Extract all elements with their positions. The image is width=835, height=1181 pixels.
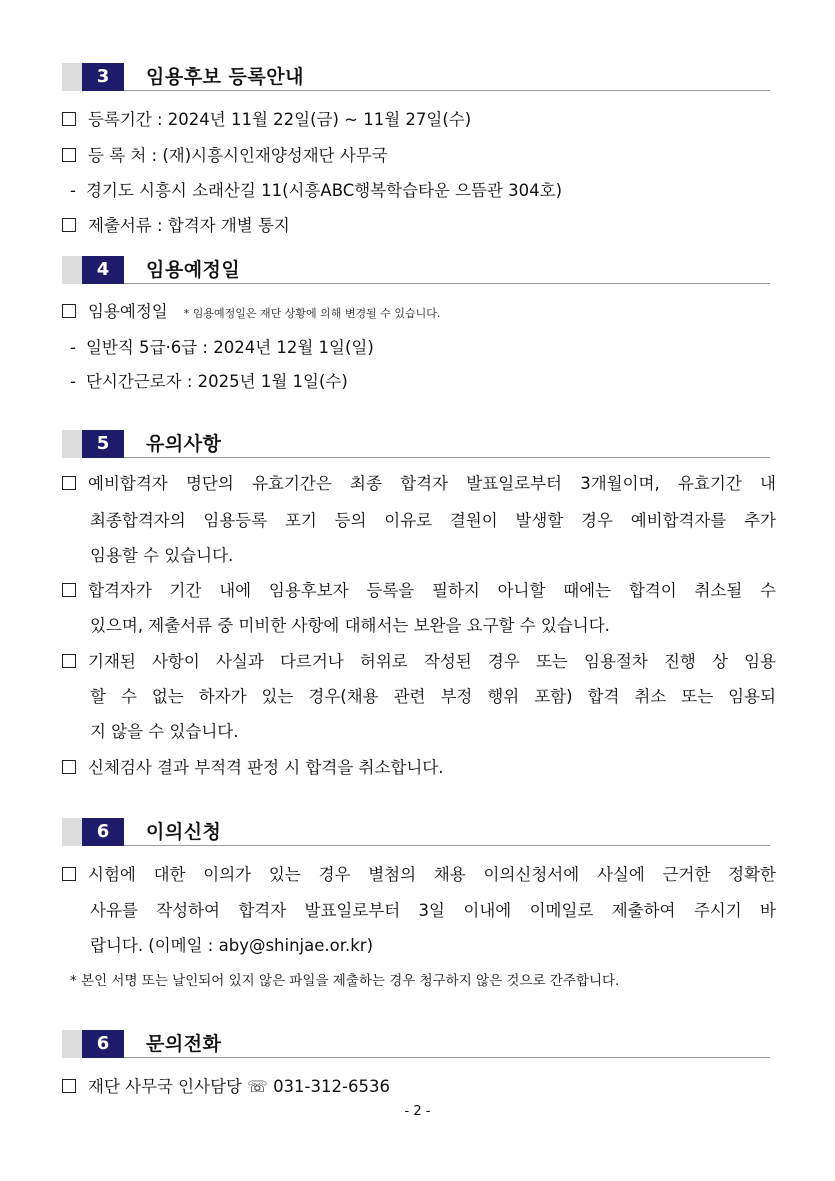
checkbox-bullet-icon — [62, 583, 76, 597]
note-paragraph-1-line-1: 예비합격자 명단의 유효기간은 최종 합격자 발표일로부터 3개월이며, 유효기간 내 — [62, 472, 776, 496]
section-number: 6 — [82, 818, 124, 846]
section-title: 이의신청 — [146, 821, 222, 843]
section-header-registration — [62, 63, 770, 91]
section-sidebar — [62, 63, 82, 91]
registration-address: - 경기도 시흥시 소래산길 11(시흥ABC행복학습타운 으뜸관 304호) — [62, 179, 776, 203]
section-header-appointment-date — [62, 256, 770, 284]
objection-paragraph-line-2: 사유를 작성하여 합격자 발표일로부터 3일 이내에 이메일로 제출하여 주시기 바 — [90, 901, 776, 920]
section-sidebar — [62, 1030, 82, 1058]
appointment-date-note: * 임용예정일은 재단 상황에 의해 변경될 수 있습니다. — [183, 307, 441, 320]
checkbox-bullet-icon — [62, 760, 76, 774]
part-time-worker-date: - 단시간근로자 : 2025년 1월 1일(수) — [62, 370, 776, 394]
note-paragraph-3-line-1: 기재된 사항이 사실과 다르거나 허위로 작성된 경우 또는 임용절차 진행 상 임용 — [62, 650, 776, 674]
objection-footnote: * 본인 서명 또는 날인되어 있지 않은 파일을 제출하는 경우 청구하지 않은 것으로 간주합니다. — [70, 973, 620, 989]
registration-place: 등 록 처 : (재)시흥시인재양성재단 사무국 — [62, 144, 776, 168]
section-number: 4 — [82, 256, 124, 284]
objection-paragraph-line-1: 시험에 대한 이의가 있는 경우 별첨의 채용 이의신청서에 사실에 근거한 정확한 — [62, 863, 776, 887]
section-sidebar — [62, 818, 82, 846]
section-header-notes — [62, 430, 770, 458]
section-rule — [124, 845, 770, 846]
checkbox-bullet-icon — [62, 1079, 76, 1093]
section-title: 유의사항 — [146, 433, 222, 455]
note-paragraph-1-line-3: 임용할 수 있습니다. — [90, 546, 234, 565]
registration-period: 등록기간 : 2024년 11월 22일(금) ~ 11월 27일(수) — [62, 108, 776, 132]
section-rule — [124, 283, 770, 284]
dash-bullet: - — [70, 181, 76, 200]
section-rule — [124, 457, 770, 458]
section-sidebar — [62, 256, 82, 284]
general-staff-date: - 일반직 5급·6급 : 2024년 12월 1일(일) — [62, 336, 776, 360]
note-paragraph-2-line-1: 합격자가 기간 내에 임용후보자 등록을 필하지 아니할 때에는 합격이 취소될 수 — [62, 579, 776, 603]
section-number: 3 — [82, 63, 124, 91]
appointment-date-heading: 임용예정일 * 임용예정일은 재단 상황에 의해 변경될 수 있습니다. — [62, 300, 776, 326]
note-paragraph-3-line-3: 지 않을 수 있습니다. — [90, 722, 239, 741]
section-number: 6 — [82, 1030, 124, 1058]
note-paragraph-4: 신체검사 결과 부적격 판정 시 합격을 취소합니다. — [62, 756, 776, 780]
section-sidebar — [62, 430, 82, 458]
checkbox-bullet-icon — [62, 304, 76, 318]
checkbox-bullet-icon — [62, 476, 76, 490]
submission-documents: 제출서류 : 합격자 개별 통지 — [62, 214, 776, 238]
checkbox-bullet-icon — [62, 867, 76, 881]
note-paragraph-2-line-2: 있으며, 제출서류 중 미비한 사항에 대해서는 보완을 요구할 수 있습니다. — [90, 616, 610, 635]
objection-paragraph-line-3: 랍니다. (이메일 : aby@shinjae.or.kr) — [90, 936, 374, 955]
section-header-objection — [62, 818, 770, 846]
section-header-contact — [62, 1030, 770, 1058]
checkbox-bullet-icon — [62, 112, 76, 126]
dash-bullet: - — [70, 338, 76, 357]
note-paragraph-3-line-2: 할 수 없는 하자가 있는 경우(채용 관련 부정 행위 포함) 합격 취소 또는 임용되 — [90, 687, 776, 706]
section-rule — [124, 90, 770, 91]
dash-bullet: - — [70, 372, 76, 391]
checkbox-bullet-icon — [62, 218, 76, 232]
section-rule — [124, 1057, 770, 1058]
page-number: - 2 - — [404, 1104, 431, 1119]
section-number: 5 — [82, 430, 124, 458]
section-title: 문의전화 — [146, 1033, 222, 1055]
section-title: 임용후보 등록안내 — [146, 66, 304, 88]
section-title: 임용예정일 — [146, 259, 241, 281]
note-paragraph-1-line-2: 최종합격자의 임용등록 포기 등의 이유로 결원이 발생할 경우 예비합격자를 추가 — [90, 511, 776, 530]
contact-phone: 재단 사무국 인사담당 ☏ 031-312-6536 — [62, 1075, 776, 1099]
checkbox-bullet-icon — [62, 148, 76, 162]
checkbox-bullet-icon — [62, 654, 76, 668]
